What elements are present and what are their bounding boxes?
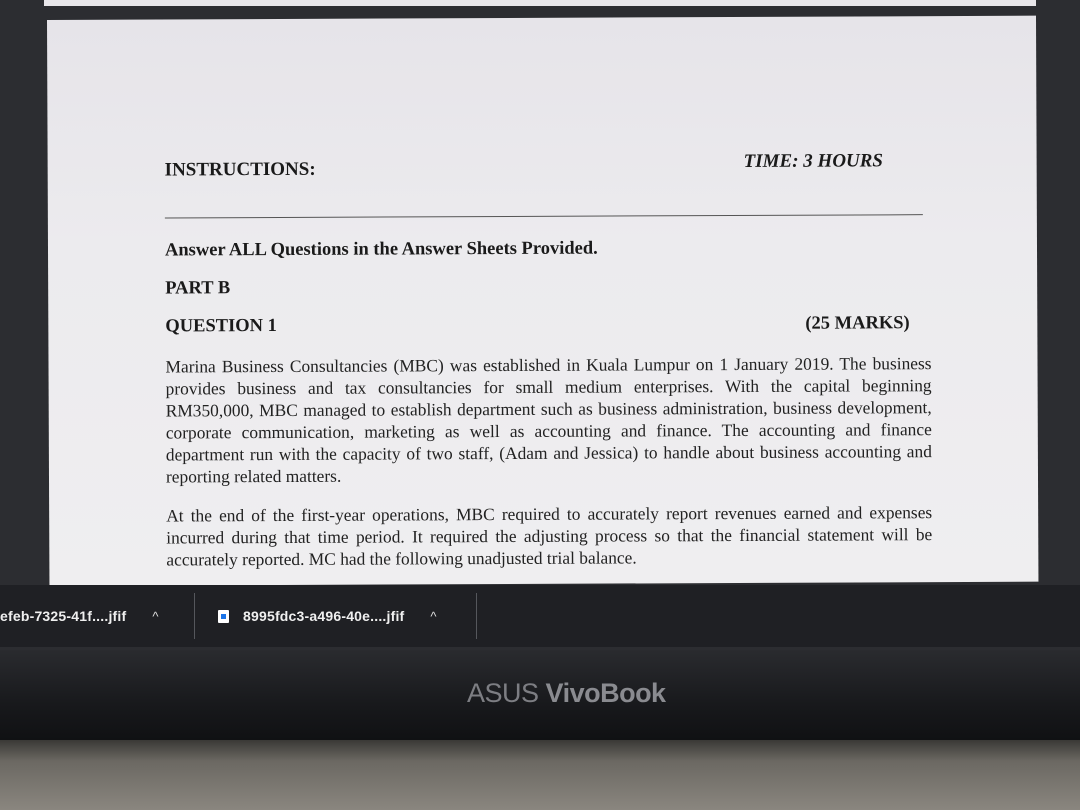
download-item[interactable] [218,585,437,647]
download-divider [476,593,477,639]
brand-prefix: ASUS [467,678,539,708]
instructions-heading: INSTRUCTIONS: [164,158,316,181]
download-bar [0,585,1080,647]
document-page [47,16,1038,586]
laptop-brand-logo [467,678,666,709]
question-paragraph-2: At the end of the first-year operations, MBC required to accurately report revenues earned and expenses incurred during that time period. It required the adjusting process so that the financial statement will be accurately reported. MC had the following unadjusted trial balance. [166,502,933,570]
part-heading: PART B [165,278,231,299]
divider-rule [165,214,923,218]
question-marks: (25 MARKS) [805,313,910,334]
chevron-up-icon[interactable]: ^ [430,608,437,624]
download-divider [194,593,195,639]
download-filename[interactable]: 8995fdc3-a496-40e....jfif [243,608,405,624]
question-paragraph-1: Marina Business Consultancies (MBC) was established in Kuala Lumpur on 1 January 2019. The business provides business and tax consultancies for small medium enterprises. With the capital beginning RM350,000, MBC managed to establish department such as business administration, business development, corporate communication, marketing as well as accounting and finance. The accounting and finance department run with the capacity of two staff, (Adam and Jessica) to handle about business accounting and reporting related matters. [165,353,932,487]
image-file-icon [218,610,229,623]
download-filename[interactable]: efeb-7325-41f....jfif [0,608,127,624]
previous-page-edge [44,0,1036,6]
chevron-up-icon[interactable]: ^ [152,608,159,624]
download-item[interactable] [0,585,158,647]
laptop-base [0,740,1080,810]
time-limit: TIME: 3 HOURS [743,150,884,172]
question-heading: QUESTION 1 [165,315,277,337]
answer-all-instruction: Answer ALL Questions in the Answer Sheets Provided. [164,238,598,261]
brand-model: VivoBook [545,678,666,708]
